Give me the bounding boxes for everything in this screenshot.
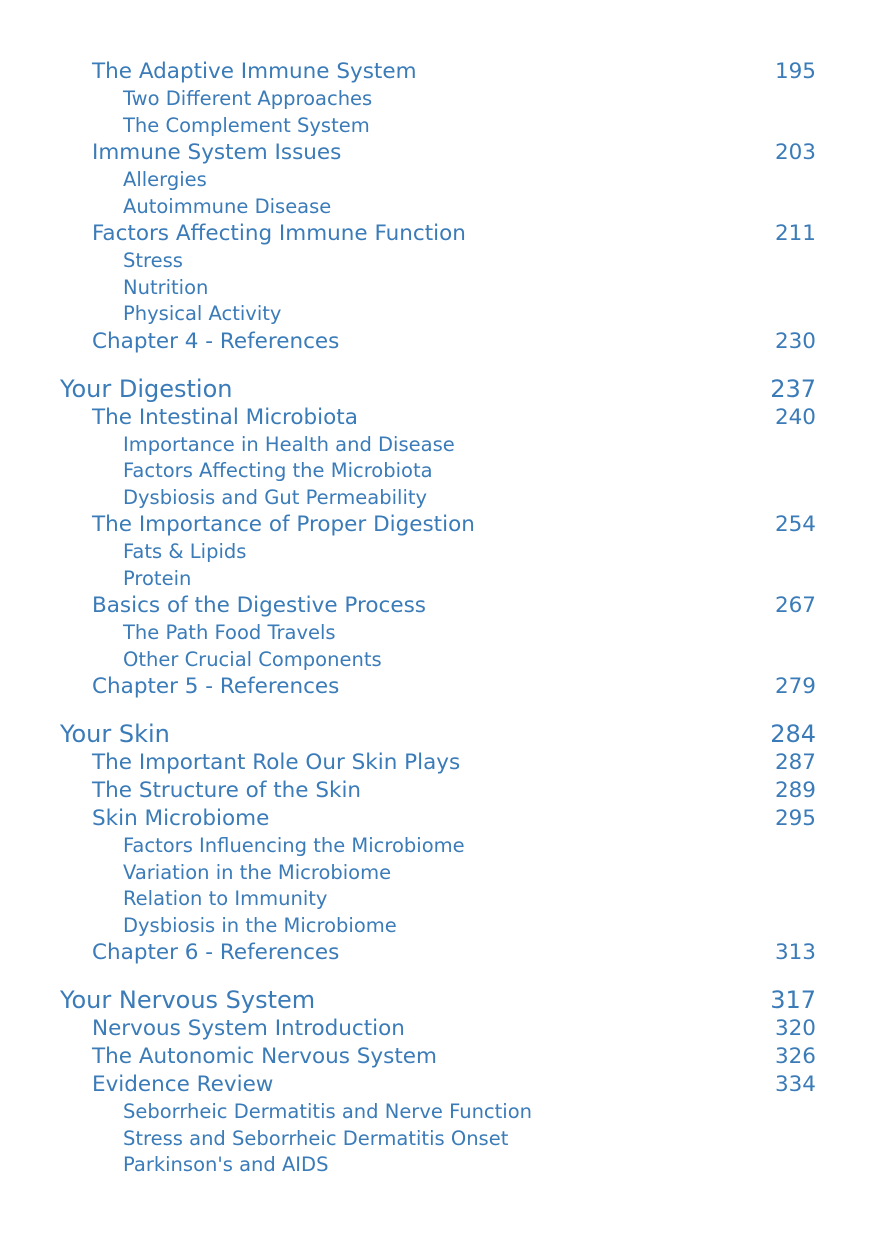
toc-subsection-entry[interactable] — [60, 301, 816, 328]
toc-subsection-entry[interactable] — [60, 458, 816, 485]
toc-subsection-title: Stress and Seborrheic Dermatitis Onset — [123, 1126, 509, 1150]
toc-section-entry[interactable] — [60, 939, 816, 967]
toc-section-entry[interactable] — [60, 1043, 816, 1071]
toc-subsection-entry[interactable] — [60, 167, 816, 194]
toc-subsection-entry[interactable] — [60, 647, 816, 674]
toc-subsection-title: Two Different Approaches — [123, 87, 373, 110]
toc-page-number: 334 — [774, 1072, 816, 1097]
toc-section-entry[interactable] — [60, 139, 816, 167]
toc-chapter-entry[interactable] — [60, 985, 816, 1015]
toc-section-title: Nervous System Introduction — [92, 1016, 405, 1041]
toc-subsection-title: Physical Activity — [123, 302, 282, 325]
toc-subsection-entry[interactable] — [60, 1099, 816, 1126]
toc-subsection-title: Dysbiosis and Gut Permeability — [123, 485, 428, 509]
toc-subsection-entry[interactable] — [60, 1126, 816, 1153]
toc-chapter-title: Your Digestion — [60, 374, 233, 403]
toc-page-number: 284 — [770, 720, 816, 748]
toc-subsection-title: Fats & Lipids — [123, 540, 247, 563]
toc-subsection-title: Protein — [123, 566, 192, 590]
toc-chapter-title: Your Nervous System — [60, 986, 316, 1014]
toc-section-entry[interactable] — [60, 805, 816, 833]
toc-section-entry[interactable] — [60, 58, 816, 86]
toc-section-entry[interactable] — [60, 673, 816, 701]
toc-section-title: The Structure of the Skin — [92, 778, 362, 803]
toc-subsection-title: The Complement System — [123, 113, 370, 137]
toc-subsection-title: Other Crucial Components — [123, 647, 382, 671]
toc-section-title: Skin Microbiome — [92, 806, 270, 831]
toc-chapter-entry[interactable] — [60, 374, 816, 404]
toc-subsection-entry[interactable] — [60, 620, 816, 647]
toc-subsection-title: Nutrition — [123, 275, 209, 299]
toc-page-number: 287 — [774, 750, 816, 775]
toc-page-number: 237 — [770, 374, 816, 403]
toc-subsection-title: Autoimmune Disease — [123, 194, 332, 218]
toc-subsection-entry[interactable] — [60, 566, 816, 593]
toc-page-number: 279 — [774, 674, 816, 699]
toc-section-entry[interactable] — [60, 749, 816, 777]
toc-section-title: The Important Role Our Skin Plays — [92, 750, 461, 775]
toc-section-title: The Intestinal Microbiota — [92, 404, 358, 430]
toc-section-entry[interactable] — [60, 328, 816, 356]
toc-page-number: 289 — [774, 778, 816, 803]
toc-subsection-entry[interactable] — [60, 539, 816, 566]
toc-page-number: 267 — [774, 593, 816, 618]
toc-page-number: 326 — [774, 1044, 816, 1069]
toc-section-entry[interactable] — [60, 592, 816, 620]
toc-subsection-title: Relation to Immunity — [123, 887, 328, 910]
toc-subsection-title: Importance in Health and Disease — [123, 432, 455, 456]
toc-section-title: Immune System Issues — [92, 140, 342, 165]
toc-subsection-title: Stress — [123, 249, 183, 272]
toc-subsection-title: Variation in the Microbiome — [123, 860, 392, 884]
toc-subsection-title: Factors Affecting the Microbiota — [123, 459, 433, 482]
toc-section-entry[interactable] — [60, 220, 816, 248]
toc-subsection-entry[interactable] — [60, 275, 816, 302]
toc-subsection-entry[interactable] — [60, 86, 816, 113]
toc-subsection-title: Parkinson's and AIDS — [123, 1153, 329, 1176]
toc-subsection-entry[interactable] — [60, 485, 816, 512]
toc-subsection-entry[interactable] — [60, 833, 816, 860]
toc-subsection-title: The Path Food Travels — [123, 621, 336, 644]
toc-page-number: 203 — [774, 140, 816, 165]
toc-section-title: Chapter 4 - References — [92, 328, 340, 354]
toc-subsection-title: Seborrheic Dermatitis and Nerve Function — [123, 1100, 533, 1123]
toc-subsection-entry[interactable] — [60, 194, 816, 221]
toc-section-title: Chapter 5 - References — [92, 674, 340, 699]
toc-page-number: 320 — [774, 1016, 816, 1041]
toc-subsection-entry[interactable] — [60, 860, 816, 887]
toc-page-number: 240 — [774, 404, 816, 430]
toc-section-title: The Importance of Proper Digestion — [92, 512, 475, 537]
toc-section-entry[interactable] — [60, 404, 816, 432]
toc-section-title: Evidence Review — [92, 1072, 274, 1097]
toc-section-title: The Autonomic Nervous System — [92, 1044, 437, 1069]
toc-chapter-entry[interactable] — [60, 719, 816, 749]
toc-section-entry[interactable] — [60, 511, 816, 539]
toc-subsection-title: Allergies — [123, 168, 207, 191]
toc-section-entry[interactable] — [60, 1015, 816, 1043]
toc-section-title: Chapter 6 - References — [92, 940, 340, 965]
toc-section-title: Basics of the Digestive Process — [92, 593, 426, 618]
toc-section-title: Factors Affecting Immune Function — [92, 221, 466, 246]
toc-subsection-entry[interactable] — [60, 913, 816, 940]
toc-chapter-title: Your Skin — [60, 720, 170, 748]
toc-page-number: 211 — [774, 221, 816, 246]
toc-subsection-entry[interactable] — [60, 1152, 816, 1179]
toc-subsection-entry[interactable] — [60, 248, 816, 275]
toc-section-entry[interactable] — [60, 777, 816, 805]
toc-page-number: 313 — [774, 940, 816, 965]
toc-section-title: The Adaptive Immune System — [92, 59, 417, 84]
toc-page-number: 230 — [774, 328, 816, 354]
toc-section-entry[interactable] — [60, 1071, 816, 1099]
toc-subsection-title: Dysbiosis in the Microbiome — [123, 913, 397, 937]
toc-subsection-entry[interactable] — [60, 886, 816, 913]
toc-page-number: 195 — [774, 59, 816, 84]
toc-page-number: 317 — [770, 986, 816, 1014]
toc-subsection-title: Factors Influencing the Microbiome — [123, 834, 465, 857]
toc-subsection-entry[interactable] — [60, 113, 816, 140]
table-of-contents — [60, 58, 816, 1179]
toc-page-number: 295 — [774, 806, 816, 831]
toc-page-number: 254 — [774, 512, 816, 537]
toc-subsection-entry[interactable] — [60, 432, 816, 459]
